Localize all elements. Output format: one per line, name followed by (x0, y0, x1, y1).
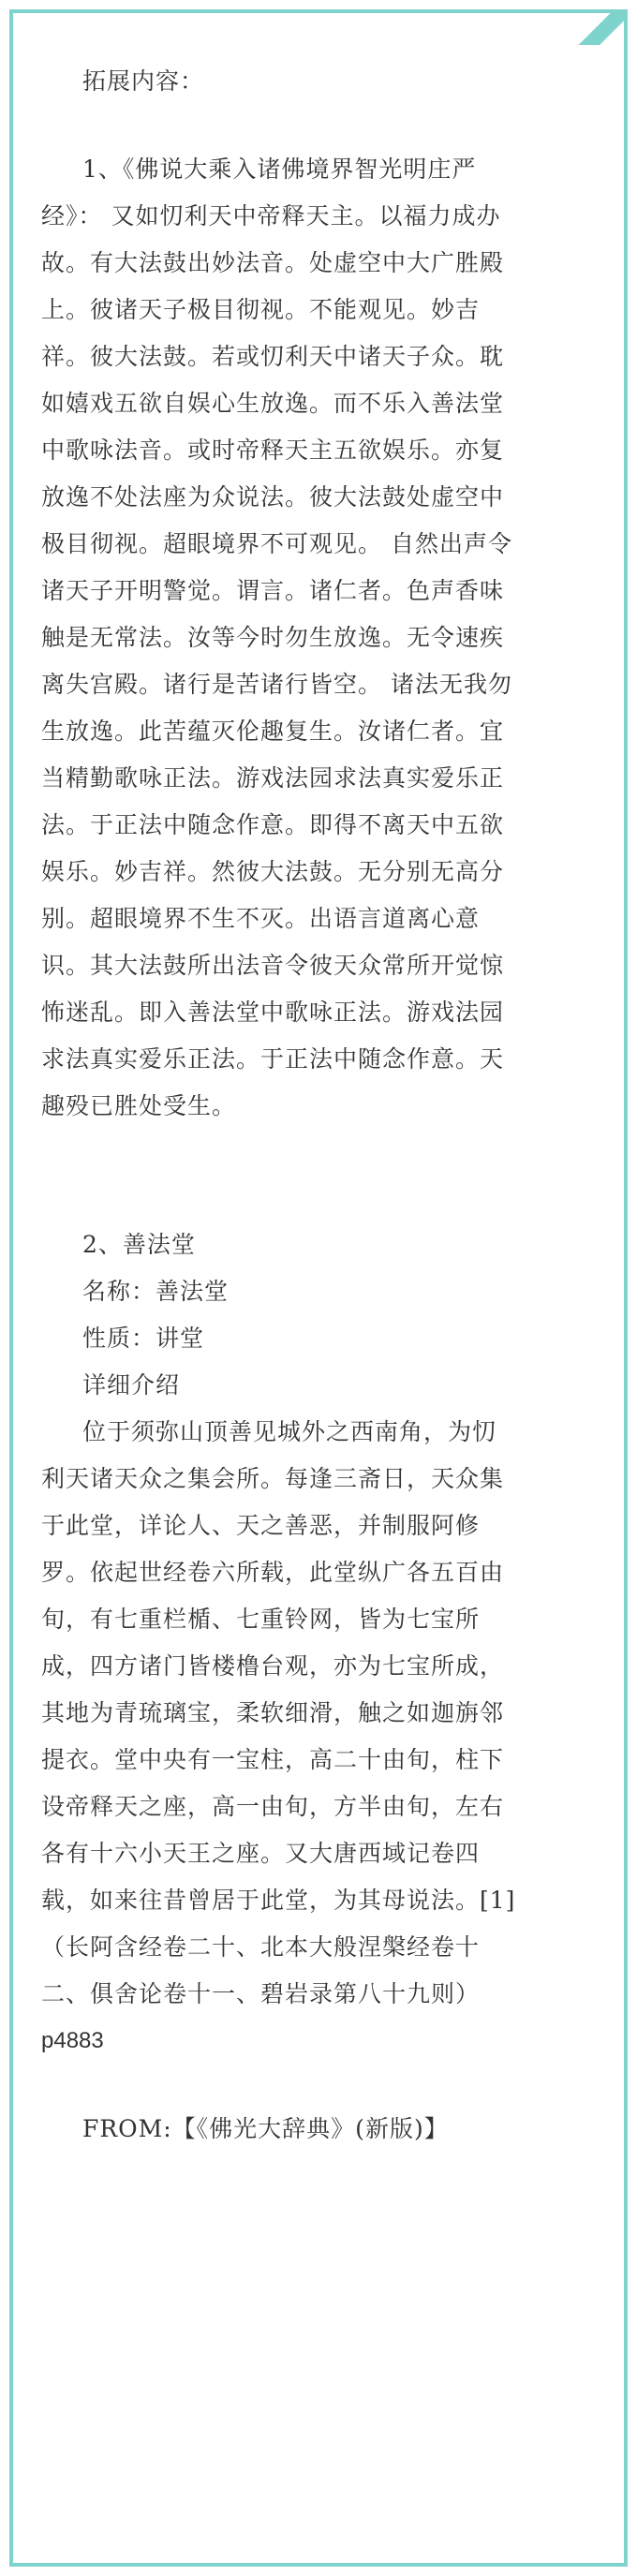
text-line: 设帝释天之座，高一由旬，方半由旬，左右 (41, 1793, 505, 1820)
text-line: 如嬉戏五欲自娱心生放逸。而不乐入善法堂 (41, 390, 505, 417)
text-line: 放逸不处法座为众说法。彼大法鼓处虚空中 (41, 483, 505, 511)
text-line: 1、《佛说大乘入诸佛境界智光明庄严 (82, 155, 477, 183)
entry-nature-line: 性质：讲堂 (82, 1325, 205, 1352)
text-line: 二、俱舍论卷十一、碧岩录第八十九则） (41, 1980, 481, 2007)
corner-ribbon-decoration (568, 13, 624, 45)
text-line: 极目彻视。超眼境界不可观见。 自然出声令 (41, 530, 512, 557)
section-heading: 拓展内容： (82, 67, 205, 95)
text-line: 诸天子开明警觉。谓言。诸仁者。色声香味 (41, 577, 505, 604)
text-line: 怖迷乱。即入善法堂中歌咏正法。游戏法园 (41, 999, 505, 1026)
text-line: 提衣。堂中央有一宝柱，高二十由旬，柱下 (41, 1746, 505, 1773)
entry-name-line: 名称：善法堂 (82, 1278, 230, 1305)
section-1-scripture-excerpt (41, 146, 586, 1130)
text-line: 触是无常法。汝等今时勿生放逸。无令速疾 (41, 624, 505, 651)
entry-detail-label: 详细介绍 (82, 1371, 181, 1399)
text-line: 位于须弥山顶善见城外之西南角，为忉 (82, 1418, 497, 1445)
article-body (41, 58, 586, 2153)
text-line: 趣殁已胜处受生。 (41, 1092, 237, 1119)
text-line: 罗。依起世经卷六所载，此堂纵广各五百由 (41, 1559, 505, 1586)
text-line: 中歌咏法音。或时帝释天主五欲娱乐。亦复 (41, 437, 505, 464)
text-line: 旬，有七重栏楯、七重铃网，皆为七宝所 (41, 1606, 481, 1633)
text-line: 利天诸天众之集会所。每逢三斋日，天众集 (41, 1465, 505, 1492)
text-line: 娱乐。妙吉祥。然彼大法鼓。无分别无高分 (41, 858, 505, 885)
text-line: 别。超眼境界不生不灭。出语言道离心意 (41, 905, 481, 932)
text-line: 生放逸。此苦蕴灭伦趣复生。汝诸仁者。宜 (41, 718, 505, 745)
text-line: 离失宫殿。诸行是苦诸行皆空。 诸法无我勿 (41, 671, 512, 698)
page-reference: p4883 (41, 2028, 104, 2053)
text-line: 于此堂，详论人、天之善恶，并制服阿修 (41, 1512, 481, 1539)
section-2-hall-entry (41, 1221, 586, 2065)
text-line: 当精勤歌咏正法。游戏法园求法真实爱乐正 (41, 764, 505, 792)
source-citation: FROM:【《佛光大辞典》(新版)】 (82, 2115, 449, 2142)
text-line: 求法真实爱乐正法。于正法中随念作意。天 (41, 1045, 505, 1073)
text-line: （长阿含经卷二十、北本大般涅槃经卷十 (41, 1933, 481, 1961)
text-line: 识。其大法鼓所出法音令彼天众常所开觉惊 (41, 952, 505, 979)
text-line: 故。有大法鼓出妙法音。处虚空中大广胜殿 (41, 249, 505, 276)
text-line: 祥。彼大法鼓。若或忉利天中诸天子众。耽 (41, 343, 505, 370)
text-line: 成，四方诸门皆楼橹台观，亦为七宝所成， (41, 1652, 505, 1680)
text-line: 法。于正法中随念作意。即得不离天中五欲 (41, 811, 505, 838)
text-line: 载，如来往昔曾居于此堂，为其母说法。[1] (41, 1887, 516, 1914)
text-line: 上。彼诸天子极目彻视。不能观见。妙吉 (41, 296, 481, 323)
entry-title: 2、善法堂 (82, 1231, 196, 1258)
text-line: 其地为青琉璃宝，柔软细滑，触之如迦旃邻 (41, 1699, 505, 1726)
text-line: 各有十六小天王之座。又大唐西域记卷四 (41, 1840, 481, 1867)
text-line: 经》： 又如忉利天中帝释天主。以福力成办 (41, 202, 501, 229)
